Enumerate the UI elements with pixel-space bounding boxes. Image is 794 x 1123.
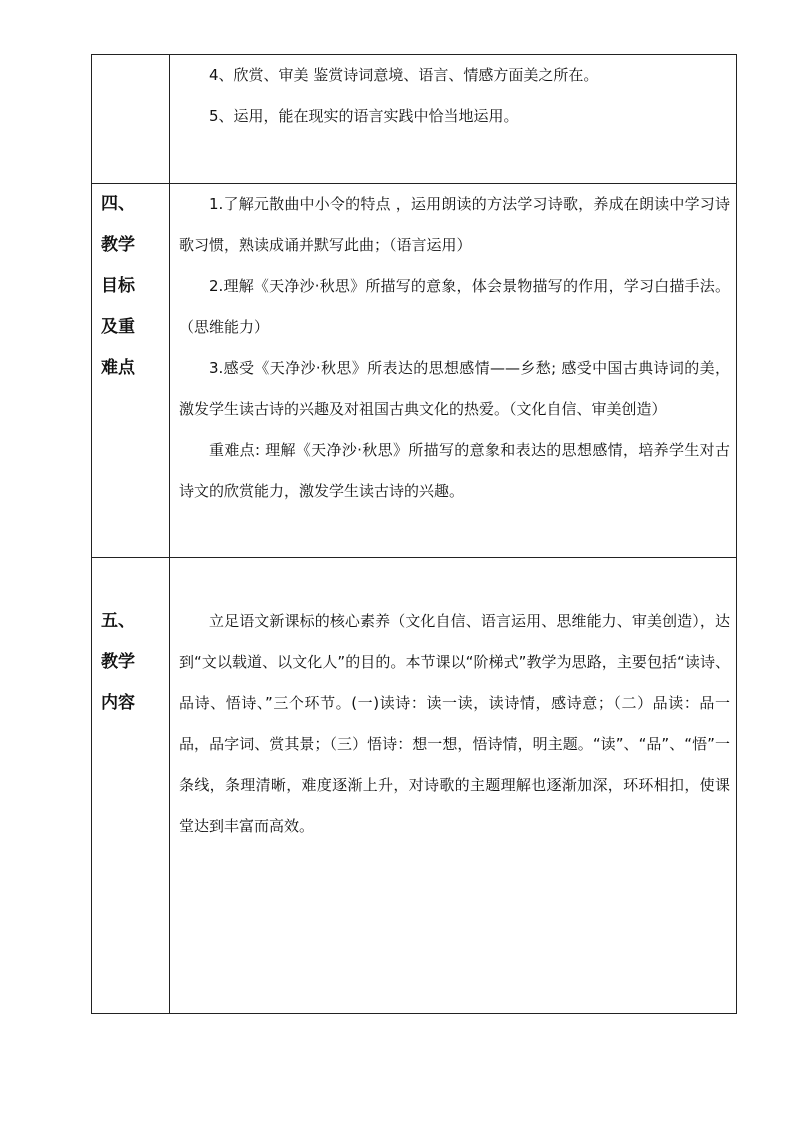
objectives-text (170, 184, 736, 512)
table-row-objectives (92, 184, 737, 558)
row-heading-cell (92, 558, 170, 1014)
row-content-cell (170, 184, 737, 558)
objective-item-3: 3.感受《天净沙·秋思》所表达的思想感情——乡愁; 感受中国古典诗词的美，激发学生读古诗的兴趣及对祖国古典文化的热爱。（文化自信、审美创造） (179, 359, 730, 418)
table-row-abilities (92, 55, 737, 184)
row-content-cell (170, 558, 737, 1014)
row-heading-cell (92, 184, 170, 558)
content-heading (92, 558, 169, 724)
row-content-cell (170, 55, 737, 184)
table-row-content (92, 558, 737, 1014)
heading-line: 目标 (101, 276, 135, 296)
ability-item-4: 4、欣赏、审美 鉴赏诗词意境、语言、情感方面美之所在。 (209, 66, 599, 84)
content-text (170, 558, 736, 847)
heading-line: 四、 (101, 194, 135, 214)
content-paragraph: 立足语文新课标的核心素养（文化自信、语言运用、思维能力、审美创造），达到“文以载道、以文化人”的目的。本节课以“阶梯式”教学为思路，主要包括“读诗、品诗、悟诗、”三个环节。(一)读诗：读一读，读诗情，感诗意；（二）品读：品一品，品字词、赏其景；（三）悟诗：想一想，悟诗情，明主题。“读”、“品”、“悟”一条线，条理清晰，难度逐渐上升，对诗歌的主题理解也逐渐加深，环环相扣，使课堂达到丰富而高效。 (179, 612, 730, 835)
heading-line: 难点 (101, 358, 135, 378)
heading-line: 教学 (101, 235, 135, 255)
objective-item-1: 1.了解元散曲中小令的特点 ，运用朗读的方法学习诗歌，养成在朗读中学习诗歌习惯，熟读成诵并默写此曲；（语言运用） (179, 195, 730, 254)
ability-item-5: 5、运用，能在现实的语言实践中恰当地运用。 (209, 107, 519, 125)
heading-line: 内容 (101, 693, 135, 713)
objective-item-2: 2.理解《天净沙·秋思》所描写的意象，体会景物描写的作用，学习白描手法。（思维能力） (179, 277, 730, 336)
objectives-heading (92, 184, 169, 389)
abilities-text (170, 55, 736, 137)
heading-line: 五、 (101, 611, 135, 631)
row-heading-cell-empty (92, 55, 170, 184)
lesson-plan-table (91, 54, 737, 1014)
key-difficulty: 重难点: 理解《天净沙·秋思》所描写的意象和表达的思想感情，培养学生对古诗文的欣赏能力，激发学生读古诗的兴趣。 (179, 441, 730, 500)
heading-line: 教学 (101, 652, 135, 672)
heading-line: 及重 (101, 317, 135, 337)
